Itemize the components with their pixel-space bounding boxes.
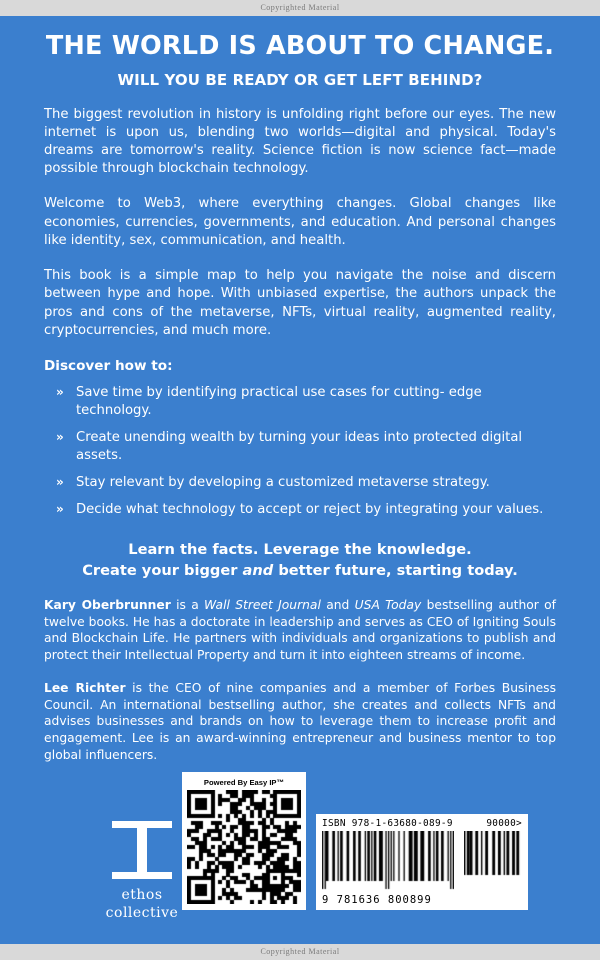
tagline-line-1: Learn the facts. Leverage the knowledge. xyxy=(128,540,472,558)
price-code-text: 90000> xyxy=(486,818,522,829)
copyright-watermark-bottom: Copyrighted Material xyxy=(0,944,600,960)
list-item-label: Stay relevant by developing a customized metaverse strategy. xyxy=(76,474,490,490)
double-chevron-icon: » xyxy=(56,501,64,516)
ethos-collective-logo xyxy=(100,821,184,922)
isbn-row xyxy=(322,818,522,829)
list-item xyxy=(56,474,556,492)
tagline-line-2-emphasis: and xyxy=(242,561,274,579)
double-chevron-icon: » xyxy=(56,429,64,444)
list-item xyxy=(56,429,556,465)
list-item-label: Save time by identifying practical use cases for cutting- edge technology. xyxy=(76,384,482,418)
body-paragraph-2: Welcome to Web3, where everything changes. Global changes like economies, currencies, governments, and education. And personal changes like identity, sex, communication, and health. xyxy=(44,196,556,248)
bio-text: is the CEO of nine companies and a member of Forbes Business Council. An international bestselling author, she creates and collects NFTs and advises businesses and brands on how to leverage them to increase profit and engagement. Lee is an award-winning entrepreneur and business mentor to top global influencers. xyxy=(44,680,556,762)
discover-heading: Discover how to: xyxy=(44,357,173,374)
author-bio-lee-richter xyxy=(44,680,556,764)
bio-emphasis-2: USA Today xyxy=(354,597,422,612)
pillar-icon xyxy=(112,821,172,879)
isbn-text: ISBN 978-1-63680-089-9 xyxy=(322,818,453,829)
bio-emphasis-1: Wall Street Journal xyxy=(204,597,321,612)
body-paragraph-3: This book is a simple map to help you navigate the noise and discern between hype and hope. With unbiased expertise, the authors unpack the pros and cons of the metaverse, NFTs, virtual reality, augmented reality, cryptocurrencies, and much more. xyxy=(44,268,556,338)
qr-code-image[interactable] xyxy=(187,790,301,904)
barcode-bars xyxy=(322,831,522,893)
body-paragraph-1: The biggest revolution in history is unfolding right before our eyes. The new internet is upon us, blending two worlds—digital and physical. Today's dreams are tomorrow's reality. Science fiction is now science fact—made possible through blockchain technology. xyxy=(44,106,556,177)
copyright-watermark-top: Copyrighted Material xyxy=(0,0,600,16)
pillar-column xyxy=(137,828,147,872)
author-name: Lee Richter xyxy=(44,680,126,695)
bio-mid: and xyxy=(320,597,355,612)
double-chevron-icon: » xyxy=(56,474,64,489)
isbn-digits: 9 781636 800899 xyxy=(322,894,432,906)
qr-code-title: Powered By Easy IP™ xyxy=(203,778,285,787)
tagline xyxy=(44,539,556,581)
pillar-top-bar xyxy=(112,821,172,828)
barcode-block xyxy=(316,814,528,910)
tagline-line-2 xyxy=(44,560,556,581)
pillar-bottom-bar xyxy=(112,872,172,879)
double-chevron-icon: » xyxy=(56,384,64,399)
list-item-label: Create unending wealth by turning your ideas into protected digital assets. xyxy=(76,429,523,463)
subheadline: WILL YOU BE READY OR GET LEFT BEHIND? xyxy=(117,71,483,90)
list-item xyxy=(56,501,556,519)
author-name: Kary Oberbrunner xyxy=(44,597,171,612)
list-item xyxy=(56,384,556,420)
benefits-list xyxy=(44,384,556,519)
ean5-addon-barcode-image xyxy=(464,831,522,883)
ean13-barcode-image xyxy=(322,831,454,893)
bio-pre: is a xyxy=(170,597,205,612)
qr-code-block[interactable] xyxy=(182,772,306,910)
tagline-line-2-post: better future, starting today. xyxy=(273,561,518,579)
author-bio-kary-oberbrunner xyxy=(44,597,556,664)
list-item-label: Decide what technology to accept or reject by integrating your values. xyxy=(76,501,544,517)
bio-post: bestselling author of twelve books. He has a doctorate in leadership and serves as CEO of Igniting Souls and Blockchain Life. He partners with individuals and organizations to publish and protect their Intellectual Property and turn it into eighteen streams of income. xyxy=(44,597,556,663)
logo-name-line-2: collective xyxy=(105,904,179,921)
logo-name-line-1: ethos xyxy=(121,887,163,903)
tagline-line-2-pre: Create your bigger xyxy=(82,561,243,579)
cover-footer xyxy=(0,778,600,944)
headline: THE WORLD IS ABOUT TO CHANGE. xyxy=(45,31,555,61)
